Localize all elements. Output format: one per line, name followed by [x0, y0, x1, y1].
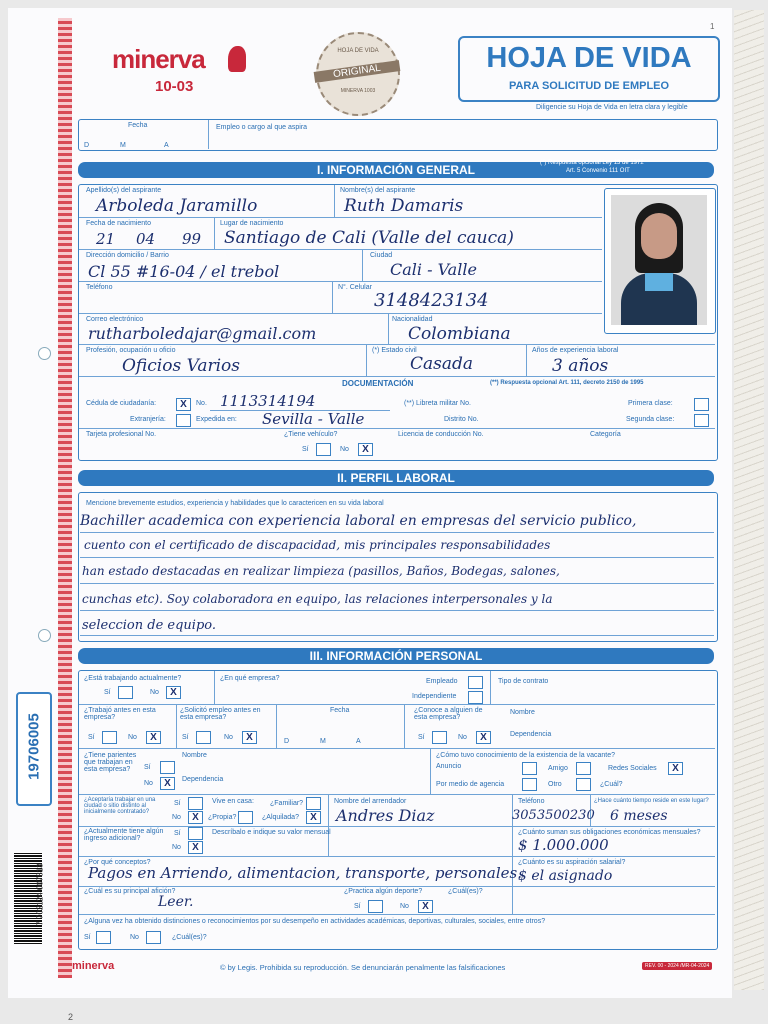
- ciudad-value: Cali - Valle: [390, 260, 477, 279]
- independiente-checkbox[interactable]: [468, 691, 483, 704]
- fecha-label: Fecha: [128, 122, 148, 129]
- aspiracion-value: $ el asignado: [518, 868, 613, 884]
- trabaja-no-checkbox[interactable]: X: [166, 686, 181, 699]
- nombre-value: Ruth Damaris: [344, 196, 464, 216]
- perfil-line-5: seleccion de equipo.: [82, 618, 217, 633]
- email-value: rutharboledajar@gmail.com: [88, 324, 317, 343]
- agencia-checkbox[interactable]: [522, 778, 537, 791]
- binder-hole: [38, 347, 51, 360]
- trabaja-si-checkbox[interactable]: [118, 686, 133, 699]
- lugar-nac-value: Santiago de Cali (Valle del cauca): [224, 228, 514, 248]
- documentacion-title: DOCUMENTACIÓN: [342, 379, 414, 388]
- conceptos-value: Pagos en Arriendo, alimentacion, transporte, personales.: [88, 864, 523, 882]
- parientes-si-checkbox[interactable]: [160, 761, 175, 774]
- cedula-checkbox[interactable]: X: [176, 398, 191, 411]
- aficion-value: Leer.: [158, 894, 194, 910]
- section-2-header: II. PERFIL LABORAL: [78, 470, 714, 486]
- solicito-no-checkbox[interactable]: X: [242, 731, 257, 744]
- vehiculo-si-checkbox[interactable]: [316, 443, 331, 456]
- original-stamp: HOJA DE VIDA ORIGINAL MINERVA 1003: [316, 32, 400, 116]
- section-3-header: III. INFORMACIÓN PERSONAL: [78, 648, 714, 664]
- form-title: HOJA DE VIDA: [486, 42, 692, 74]
- conoce-si-checkbox[interactable]: [432, 731, 447, 744]
- celular-value: 3148423134: [374, 290, 489, 311]
- profesion-value: Oficios Varios: [122, 356, 240, 376]
- page-edge-pattern: [734, 10, 764, 990]
- segunda-clase-checkbox[interactable]: [694, 414, 709, 427]
- solicito-si-checkbox[interactable]: [196, 731, 211, 744]
- redes-sociales-checkbox[interactable]: X: [668, 762, 683, 775]
- serial-box: [16, 692, 52, 806]
- apellidos-value: Arboleda Jaramillo: [96, 196, 258, 216]
- footer-copyright: © by Legis. Prohibida su reproducción. Se denunciarán penalmente las falsificaciones: [220, 963, 506, 972]
- arrendador-value: Andres Diaz: [336, 806, 435, 825]
- parientes-no-checkbox[interactable]: X: [160, 777, 175, 790]
- barcode-number: 7 702124 007813: [35, 863, 45, 926]
- deporte-si-checkbox[interactable]: [368, 900, 383, 913]
- otro-checkbox[interactable]: [576, 778, 591, 791]
- serial-number: 19706005: [25, 713, 43, 780]
- form-code: 10-03: [155, 78, 194, 95]
- perfil-line-3: han estado destacadas en realizar limpieza (pasillos, Baños, Bodegas, salones,: [82, 564, 560, 578]
- distinciones-no-checkbox[interactable]: [146, 931, 161, 944]
- ciudad-distinta-no-checkbox[interactable]: X: [188, 811, 203, 824]
- section-1-header: I. INFORMACIÓN GENERAL: [78, 162, 714, 178]
- trabajo-antes-no-checkbox[interactable]: X: [146, 731, 161, 744]
- applicant-photo: [611, 195, 707, 325]
- perforated-edge: [58, 18, 72, 978]
- amigo-checkbox[interactable]: [576, 762, 591, 775]
- fecha-nac-ano: 99: [182, 230, 202, 248]
- direccion-value: Cl 55 #16-04 / el trebol: [88, 262, 280, 281]
- telefono-value: 3053500230: [512, 808, 595, 823]
- propia-checkbox[interactable]: [238, 811, 253, 824]
- ingreso-si-checkbox[interactable]: [188, 827, 203, 840]
- form-subtitle: PARA SOLICITUD DE EMPLEO: [508, 80, 670, 92]
- fecha-nac-dia: 21: [96, 230, 116, 248]
- distinciones-si-checkbox[interactable]: [96, 931, 111, 944]
- vehiculo-no-checkbox[interactable]: X: [358, 443, 373, 456]
- fecha-nac-mes: 04: [136, 230, 156, 248]
- top-row-box: [78, 119, 718, 151]
- empleo-label: Empleo o cargo al que aspira: [216, 124, 308, 131]
- footer-ref: REV. 00 - 2024 /MR-04-2024: [642, 962, 712, 970]
- empleado-checkbox[interactable]: [468, 676, 483, 689]
- extranjeria-checkbox[interactable]: [176, 414, 191, 427]
- conoce-no-checkbox[interactable]: X: [476, 731, 491, 744]
- perfil-prompt: Mencione brevemente estudios, experiencia y habilidades que lo caractericen en su vida laboral: [86, 500, 384, 507]
- cedula-value: 1113314194: [220, 392, 316, 410]
- trabajo-antes-si-checkbox[interactable]: [102, 731, 117, 744]
- anuncio-checkbox[interactable]: [522, 762, 537, 775]
- alquilada-checkbox[interactable]: X: [306, 811, 321, 824]
- brand-head-icon: [228, 46, 246, 72]
- brand-logo: minerva: [112, 44, 205, 74]
- experiencia-value: 3 años: [552, 356, 609, 376]
- familiar-checkbox[interactable]: [306, 797, 321, 810]
- perfil-line-4: cunchas etc). Soy colaboradora en equipo, las relaciones interpersonales y la: [82, 592, 553, 606]
- nacionalidad-value: Colombiana: [408, 324, 511, 344]
- primera-clase-checkbox[interactable]: [694, 398, 709, 411]
- photo-frame: [604, 188, 716, 334]
- next-page-number: 2: [68, 1012, 74, 1022]
- footer-brand: minerva: [72, 960, 115, 972]
- page-number: 1: [710, 22, 715, 31]
- expedida-value: Sevilla - Valle: [262, 410, 365, 428]
- perfil-line-2: cuento con el certificado de discapacidad, mis principales responsabilidades: [84, 538, 551, 552]
- ciudad-distinta-si-checkbox[interactable]: [188, 797, 203, 810]
- obligaciones-value: $ 1.000.000: [518, 836, 609, 854]
- perfil-line-1: Bachiller academica con experiencia laboral en empresas del servicio publico,: [80, 513, 637, 529]
- binder-hole: [38, 629, 51, 642]
- deporte-no-checkbox[interactable]: X: [418, 900, 433, 913]
- ingreso-no-checkbox[interactable]: X: [188, 841, 203, 854]
- tiempo-residencia-value: 6 meses: [610, 808, 668, 824]
- estado-civil-value: Casada: [410, 354, 474, 374]
- instruction-text: Diligencie su Hoja de Vida en letra clara y legible: [536, 104, 688, 111]
- title-box: [458, 36, 720, 102]
